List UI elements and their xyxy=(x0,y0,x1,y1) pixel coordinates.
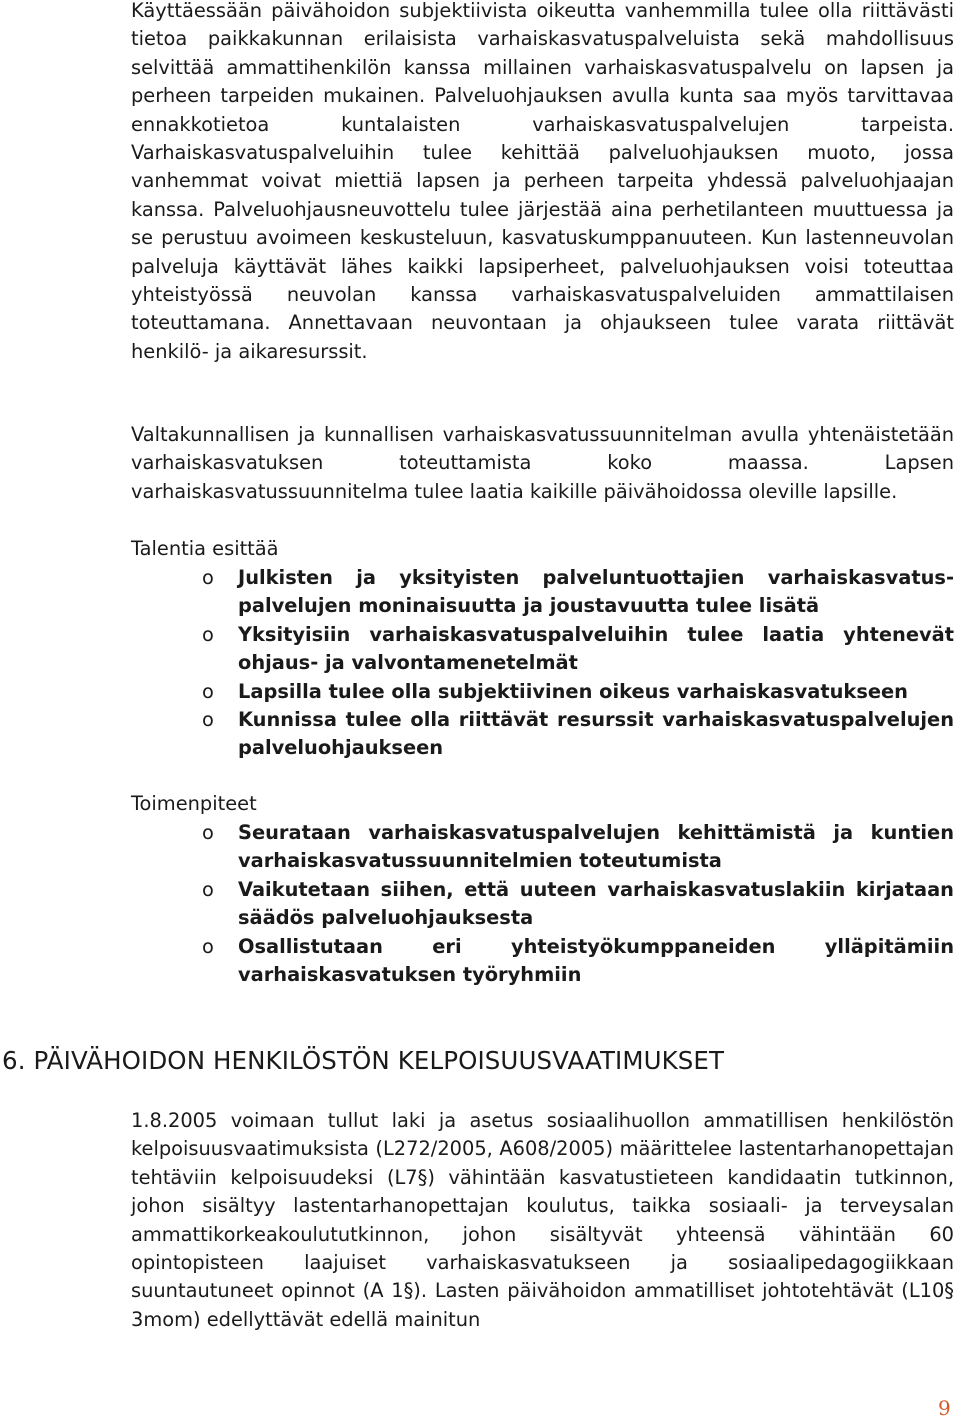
list-item xyxy=(131,876,954,933)
list-item-text: Kunnissa tulee olla riittävät resurssit varhaiskasvatuspalvelujen palveluohjaukseen xyxy=(238,708,954,760)
section-heading: 6. PÄIVÄHOIDON HENKILÖSTÖN KELPOISUUSVAATIMUKSET xyxy=(2,1046,725,1075)
bullet-marker: o xyxy=(202,566,214,589)
talentia-proposals-list xyxy=(131,564,954,763)
list-item xyxy=(131,564,954,621)
bullet-marker: o xyxy=(202,934,214,958)
list-item-text: Yksityisiin varhaiskasvatuspalveluihin tulee laatia yhtenevät ohjaus- ja valvontamenetelmät xyxy=(238,622,954,675)
qualification-law-paragraph: 1.8.2005 voimaan tullut laki ja asetus sosiaalihuollon ammatillisen henkilöstön kelpoisuusvaatimuksista (L272/2005, A608/2005) määrittelee lastentarhanopettajan tehtäviin kelpoisuudeksi (L7§) vähintään kasvatustieteen kandidaatin tutkinnon, johon sisältyy lastentarhanopettajan koulutus, taikka sosiaali- ja terveysalan ammattikorkeakoulututkinnon, johon sisältyvät yhteensä vähintään 60 opintopisteen laajuiset varhaiskasvatukseen ja sosiaalipedagogiikkaan suuntautuneet opinnot (A 1§). Lasten päivähoidon ammatilliset johtotehtävät (L10§ 3mom) edellyttävät edellä mainitun xyxy=(131,1109,954,1331)
bullet-marker: o xyxy=(202,622,214,646)
list-item xyxy=(131,706,954,763)
bullet-marker: o xyxy=(202,877,214,901)
bullet-marker: o xyxy=(202,708,214,732)
talentia-proposals-heading: Talentia esittää xyxy=(131,537,279,560)
measures-list xyxy=(131,819,954,989)
list-item xyxy=(131,933,954,990)
list-item xyxy=(131,819,954,876)
bullet-marker: o xyxy=(202,679,214,703)
list-item xyxy=(131,678,954,706)
measures-heading: Toimenpiteet xyxy=(131,792,257,815)
list-item xyxy=(131,621,954,678)
curriculum-paragraph: Valtakunnallisen ja kunnallisen varhaiskasvatussuunnitelman avulla yhtenäistetään varhaiskasvatuksen toteuttamista koko maassa. Lapsen varhaiskasvatussuunnitelma tulee laatia kaikille päivähoidossa oleville lapsille. xyxy=(131,423,954,503)
page-number: 9 xyxy=(938,1396,951,1420)
list-item-text: Julkisten ja yksityisten palveluntuottajien varhaiskasvatus-palvelujen moninaisuutta ja joustavuutta tulee lisätä xyxy=(238,566,954,618)
list-item-text: Vaikutetaan siihen, että uuteen varhaiskasvatuslakiin kirjataan säädös palveluohjauksesta xyxy=(238,877,954,930)
intro-paragraph: Käyttäessään päivähoidon subjektiivista oikeutta vanhemmilla tulee olla riittävästi tietoa paikkakunnan erilaisista varhaiskasvatuspalveluista sekä mahdollisuus selvittää ammattihenkilön kanssa millainen varhaiskasvatuspalvelu on lapsen ja perheen tarpeiden mukainen. Palveluohjauksen avulla kunta saa myös tarvittavaa ennakkotietoa kuntalaisten varhaiskasvatuspalvelujen tarpeista. Varhaiskasvatuspalveluihin tulee kehittää palveluohjauksen muoto, jossa vanhemmat voivat miettiä lapsen ja perheen tarpeita yhdessä palveluohjaajan kanssa. Palveluohjausneuvottelu tulee järjestää aina perhetilanteen muuttuessa ja se perustuu avoimeen keskusteluun, kasvatuskumppanuuteen. Kun lastenneuvolan palveluja käyttävät lähes kaikki lapsiperheet, palveluohjauksen voisi toteuttaa yhteistyössä neuvolan kanssa varhaiskasvatuspalveluiden ammattilaisen toteuttamana. Annettavaan neuvontaan ja ohjaukseen tulee varata riittävät henkilö- ja aikaresurssit. xyxy=(131,0,954,363)
list-item-text: Osallistutaan eri yhteistyökumppaneiden ylläpitämiin varhaiskasvatuksen työryhmiin xyxy=(238,934,954,987)
list-item-text: Seurataan varhaiskasvatuspalvelujen kehittämistä ja kuntien varhaiskasvatussuunnitelmien toteutumista xyxy=(238,821,954,873)
bullet-marker: o xyxy=(202,821,214,844)
list-item-text: Lapsilla tulee olla subjektiivinen oikeus varhaiskasvatukseen xyxy=(238,679,908,703)
